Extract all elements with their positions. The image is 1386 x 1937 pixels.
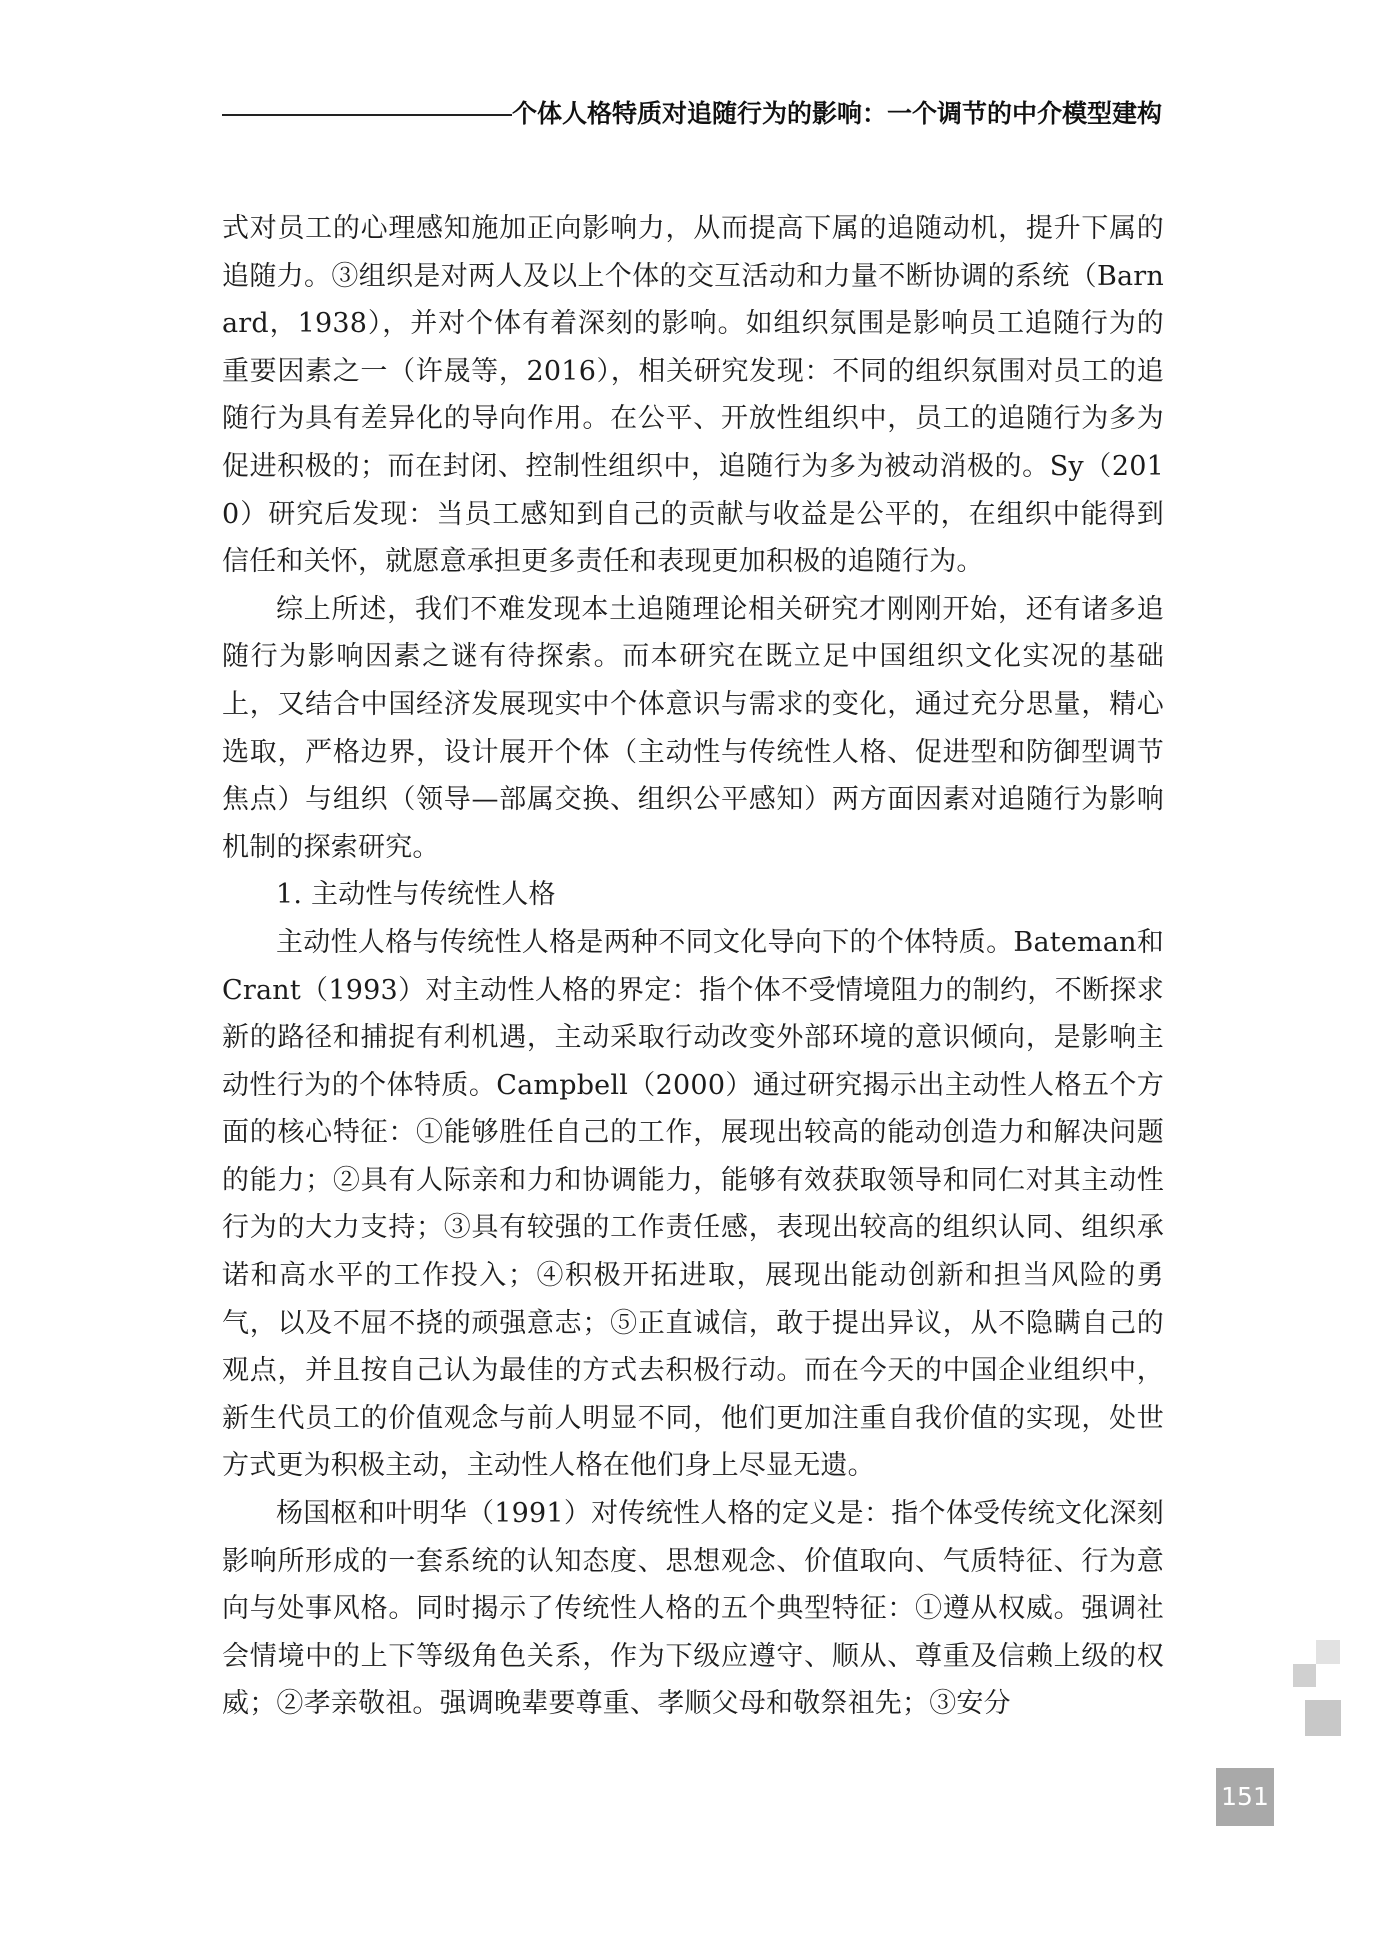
paragraph-traditional-personality: 杨国枢和叶明华（1991）对传统性人格的定义是：指个体受传统文化深刻影响所形成的一套系统的认知态度、思想观念、价值取向、气质特征、行为意向与处事风格。同时揭示了传统性人格的五个典型特征：①遵从权威。强调社会情境中的上下等级角色关系，作为下级应遵守、顺从、尊重及信赖上级的权威；②孝亲敬祖。强调晚辈要尊重、孝顺父母和敬祭祖先；③安分 [222,1498,1164,1720]
running-header [222,94,1162,134]
decorative-square [1305,1700,1341,1736]
header-rule [222,114,512,116]
page-number: 151 [1216,1768,1274,1826]
running-header-title: 个体人格特质对追随行为的影响：一个调节的中介模型建构 [511,99,1162,128]
paragraph-continued: 式对员工的心理感知施加正向影响力，从而提高下属的追随动机，提升下属的追随力。③组织是对两人及以上个体的交互活动和力量不断协调的系统（Barnard，1938），并对个体有着深刻的影响。如组织氛围是影响员工追随行为的重要因素之一（许晟等，2016），相关研究发现：不同的组织氛围对员工的追随行为具有差异化的导向作用。在公平、开放性组织中，员工的追随行为多为促进积极的；而在封闭、控制性组织中，追随行为多为被动消极的。Sy（2010）研究后发现：当员工感知到自己的贡献与收益是公平的，在组织中能得到信任和关怀，就愿意承担更多责任和表现更加积极的追随行为。 [222,213,1164,578]
paragraph-summary: 综上所述，我们不难发现本土追随理论相关研究才刚刚开始，还有诸多追随行为影响因素之谜有待探索。而本研究在既立足中国组织文化实况的基础上，又结合中国经济发展现实中个体意识与需求的变化，通过充分思量，精心选取，严格边界，设计展开个体（主动性与传统性人格、促进型和防御型调节焦点）与组织（领导—部属交换、组织公平感知）两方面因素对追随行为影响机制的探索研究。 [222,593,1164,863]
body-text [222,205,1164,1728]
decorative-square [1316,1640,1340,1664]
section-heading: 1. 主动性与传统性人格 [276,879,556,911]
decorative-square [1293,1664,1316,1687]
paragraph-proactive-personality: 主动性人格与传统性人格是两种不同文化导向下的个体特质。Bateman和Crant（1993）对主动性人格的界定：指个体不受情境阻力的制约，不断探求新的路径和捕捉有利机遇，主动采取行动改变外部环境的意识倾向，是影响主动性行为的个体特质。Campbell（2000）通过研究揭示出主动性人格五个方面的核心特征：①能够胜任自己的工作，展现出较高的能动创造力和解决问题的能力；②具有人际亲和力和协调能力，能够有效获取领导和同仁对其主动性行为的大力支持；③具有较强的工作责任感，表现出较高的组织认同、组织承诺和高水平的工作投入；④积极开拓进取，展现出能动创新和担当风险的勇气，以及不屈不挠的顽强意志；⑤正直诚信，敢于提出异议，从不隐瞒自己的观点，并且按自己认为最佳的方式去积极行动。而在今天的中国企业组织中，新生代员工的价值观念与前人明显不同，他们更加注重自我价值的实现，处世方式更为积极主动，主动性人格在他们身上尽显无遗。 [222,926,1164,1482]
